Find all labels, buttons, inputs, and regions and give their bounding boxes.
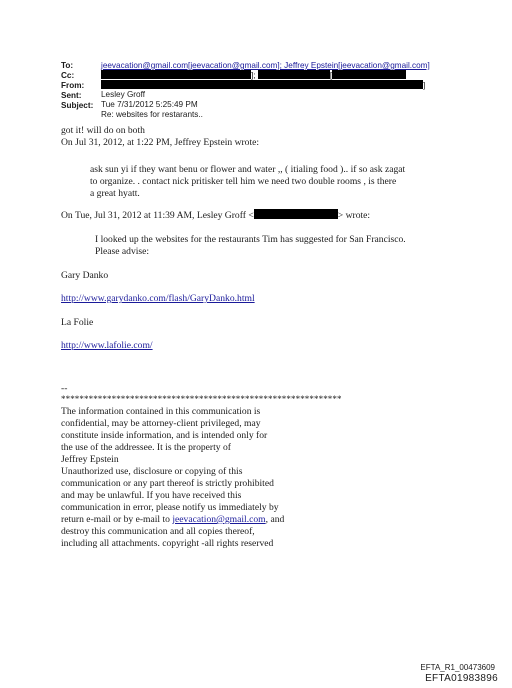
quote2-attribution-prefix: On Tue, Jul 31, 2012 at 11:39 AM, Lesley Groff < [61, 210, 254, 221]
quote2-line: Please advise: [95, 246, 150, 257]
subject-label: Subject: [61, 101, 94, 110]
from-label: From: [61, 81, 85, 90]
bates-number-primary: EFTA_R1_00473609 [420, 663, 495, 672]
quote1-line: a great hyatt. [90, 188, 140, 199]
disclaimer-line: Jeffrey Epstein [61, 454, 119, 465]
redaction-box [254, 209, 338, 219]
to-recipients[interactable]: jeevacation@gmail.com[jeevacation@gmail.com]; Jeffrey Epstein[jeevacation@gmail.com] [101, 61, 430, 70]
cc-separator: ]; [251, 71, 256, 80]
restaurant-link[interactable]: http://www.garydanko.com/flash/GaryDanko.html [61, 293, 255, 304]
signature-dashes: -- [61, 383, 68, 394]
cc-separator: ] [423, 81, 426, 90]
reply-text: got it! will do on both [61, 125, 145, 136]
quote2-attribution-suffix: > wrote: [337, 210, 371, 221]
quote2-line: I looked up the websites for the restaurants Tim has suggested for San Francisco. [95, 234, 406, 245]
from-value: Lesley Groff [101, 90, 145, 99]
quote1-attribution: On Jul 31, 2012, at 1:22 PM, Jeffrey Epstein wrote: [61, 137, 260, 148]
redaction-box [329, 70, 406, 80]
disclaimer-line: Unauthorized use, disclosure or copying of this [61, 466, 243, 477]
cc-value-line2 [101, 80, 425, 91]
redaction-box [101, 80, 426, 90]
sent-label: Sent: [61, 91, 82, 100]
disclaimer-email-prefix: return e-mail or by e-mail to [61, 514, 173, 525]
redaction-box [101, 70, 251, 79]
disclaimer-line: confidential, may be attorney-client privileged, may [61, 418, 261, 429]
redaction-box [258, 70, 333, 80]
bates-number-secondary: EFTA01983896 [425, 673, 498, 684]
disclaimer-line: destroy this communication and all copies thereof, [61, 526, 255, 537]
restaurant-name: Gary Danko [61, 270, 109, 281]
disclaimer-line: communication or any part thereof is strictly prohibited [61, 478, 274, 489]
disclaimer-email-link[interactable]: jeevacation@gmail.com [172, 514, 266, 525]
restaurant-link[interactable]: http://www.lafolie.com/ [61, 340, 153, 351]
disclaimer-line: constitute inside information, and is intended only for [61, 430, 268, 441]
disclaimer-line: including all attachments. copyright -all rights reserved [61, 538, 274, 549]
cc-separator: [ [329, 71, 333, 80]
disclaimer-email-suffix: , and [265, 514, 285, 525]
signature-stars: ************************************************************* [61, 394, 342, 404]
quote2-attribution [61, 209, 370, 222]
disclaimer-line: and may be unlawful. If you have received this [61, 490, 242, 501]
subject-value: Re: websites for restarants.. [101, 110, 203, 119]
disclaimer-line: communication in error, please notify us immediately by [61, 502, 279, 513]
quote1-line: ask sun yi if they want benu or flower and water ,, ( itialing food ).. if so ask zagat [90, 164, 406, 175]
restaurant-name: La Folie [61, 317, 94, 328]
sent-value: Tue 7/31/2012 5:25:49 PM [101, 100, 198, 109]
quote1-line: to organize. . contact nick pritisker tell him we need two double rooms , is there [90, 176, 397, 187]
disclaimer-line: The information contained in this communication is [61, 406, 261, 417]
disclaimer-line: the use of the addressee. It is the property of [61, 442, 231, 453]
disclaimer-line-email [61, 514, 284, 526]
cc-label: Cc: [61, 71, 75, 80]
to-label: To: [61, 61, 74, 70]
